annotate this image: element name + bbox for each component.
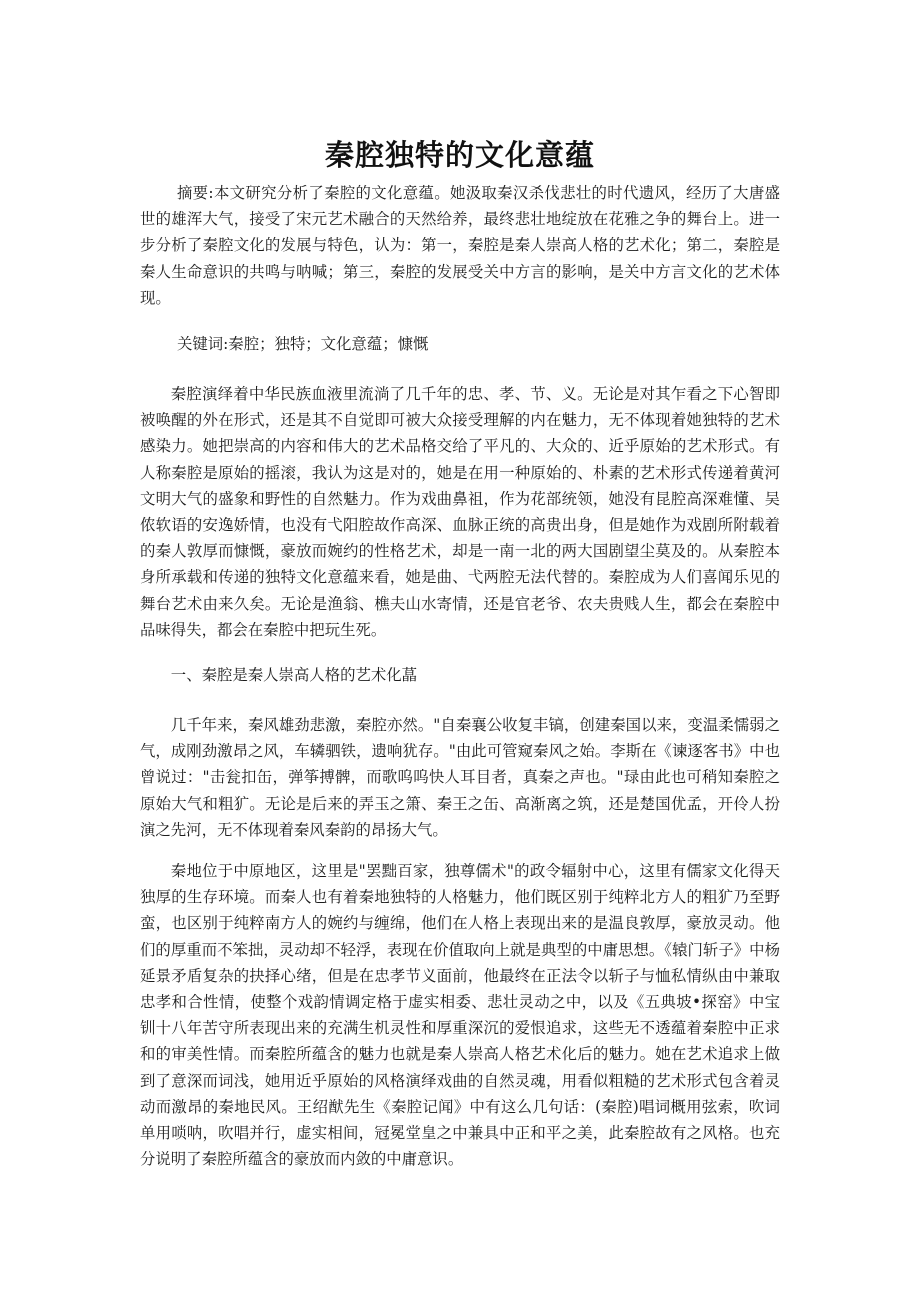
body-paragraph-character: 秦地位于中原地区，这里是"罢黜百家，独尊儒术"的政令辐射中心，这里有儒家文化得天独厚的生存环境。而秦人也有着秦地独特的人格魅力，他们既区别于纯粹北方人的粗犷乃至野蛮，也区别于纯粹南方人的婉约与缠绵，他们在人格上表现出来的是温良敦厚，豪放灵动。他们的厚重而不笨拙，灵动却不轻浮，表现在价值取向上就是典型的中庸思想。《辕门斩子》中杨延景矛盾复杂的抉择心绪，但是在忠孝节义面前，他最终在正法令以斩子与恤私情纵由中兼取忠孝和合性情，使整个戏韵情调定格于虚实相委、悲壮灵动之中，以及《五典坡•探窑》中宝钏十八年苦守所表现出来的充满生机灵性和厚重深沉的爱恨追求，这些无不透蕴着秦腔中正求和的审美性情。而秦腔所蕴含的魅力也就是秦人崇高人格艺术化后的魅力。她在艺术追求上做到了意深而词浅，她用近乎原始的风格演绎戏曲的自然灵魂，用看似粗糙的艺术形式包含着灵动而激昂的秦地民风。王绍猷先生《秦腔记闻》中有这么几句话：(秦腔)唱词概用弦索，吹词单用唢呐，吹唱并行，虚实相间，冠冕堂皇之中兼具中正和平之美，此秦腔故有之风格。也充分说明了秦腔所蕴含的豪放而内敛的中庸意识。 xyxy=(140,862,780,1169)
section-heading-1: 一、秦腔是秦人崇高人格的艺术化蕌 xyxy=(170,666,418,684)
abstract-paragraph: 摘要:本文研究分析了秦腔的文化意蕴。她汲取秦汉杀伐悲壮的时代遗风，经历了大唐盛世的雄浑大气，接受了宋元艺术融合的天然给养，最终悲壮地绽放在花雅之争的舞台上。进一步分析了秦腔文化的发展与特色，认为：第一，秦腔是秦人崇高人格的艺术化；第二，秦腔是秦人生命意识的共鸣与呐喊；第三，秦腔的发展受关中方言的影响，是关中方言文化的艺术体现。 xyxy=(140,184,780,307)
document-title: 秦腔独特的文化意蕴 xyxy=(324,138,595,173)
keywords-line: 关键词:秦腔；独特；文化意蕴；慷慨 xyxy=(176,335,429,353)
body-paragraph-origins: 几千年来，秦风雄劲悲激，秦腔亦然。"自秦襄公收复丰镐，创建秦国以来，变温柔懦弱之气，成刚劲激昂之风，车辚驷铁，遗响犹存。"由此可管窥秦风之始。李斯在《谏逐客书》中也曾说过："击瓮扣缶，弹筝搏髀，而歌呜呜快人耳目者，真秦之声也。"琭由此也可稍知秦腔之原始大气和粗犷。无论是后来的弄玉之箫、秦王之缶、高渐离之筑，还是楚国优孟，开伶人扮演之先河，无不体现着秦风秦韵的昂扬大气。 xyxy=(140,716,780,839)
body-paragraph-intro: 秦腔演绎着中华民族血液里流淌了几千年的忠、孝、节、义。无论是对其乍看之下心智即被唤醒的外在形式，还是其不自觉即可被大众接受理解的内在魅力，无不体现着她独特的艺术感染力。她把崇高的内容和伟大的艺术品格交给了平凡的、大众的、近乎原始的艺术形式。有人称秦腔是原始的摇滚，我认为这是对的，她是在用一种原始的、朴素的艺术形式传递着黄河文明大气的盛象和野性的自然魅力。作为戏曲鼻祖，作为花部统领，她没有昆腔高深难懂、吴侬软语的安逸娇情，也没有弋阳腔故作高深、血脉正统的高贵出身，但是她作为戏剧所附载着的秦人敦厚而慷慨，豪放而婉约的性格艺术，却是一南一北的两大国剧望尘莫及的。从秦腔本身所承载和传递的独特文化意蕴来看，她是曲、弋两腔无法代替的。秦腔成为人们喜闻乐见的舞台艺术由来久矣。无论是渔翁、樵夫山水寄情，还是官老爷、农夫贵贱人生，都会在秦腔中品味得失，都会在秦腔中把玩生死。 xyxy=(140,385,780,639)
